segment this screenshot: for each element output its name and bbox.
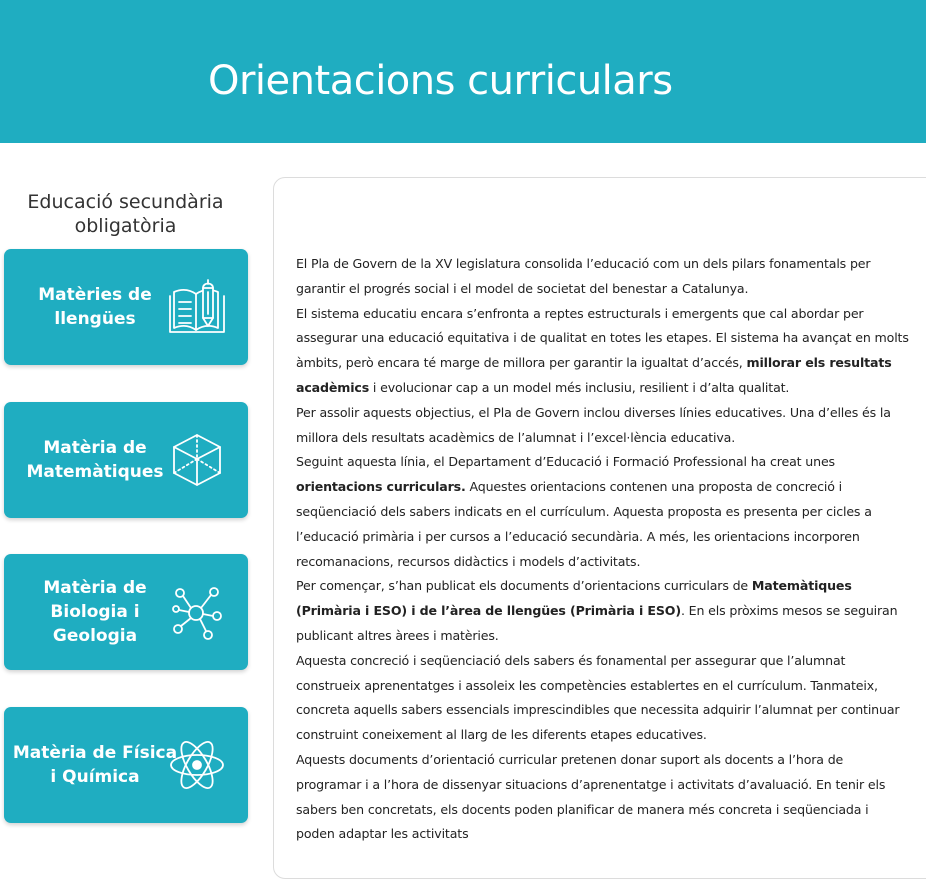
card-materies-llengues[interactable]	[4, 249, 248, 365]
paragraph	[296, 450, 911, 574]
paragraph	[296, 302, 911, 401]
text-span: El sistema educatiu encara s’enfronta a reptes estructurals i emergents que cal abordar per assegurar una educació equitativa i de qualitat en totes les etapes. El sistema ha avançat en molts àmbits, però encara té marge de millora per garantir la igualtat d’accés,	[296, 305, 909, 371]
card-label: Matèria de Física i Química	[12, 743, 178, 787]
card-materia-biologia-geologia[interactable]	[4, 554, 248, 670]
sidebar-title: Educació secundària obligatòria	[27, 191, 224, 237]
paragraph: Per assolir aquests objectius, el Pla de Govern inclou diverses línies educatives. Una d’elles és la millora dels resultats acadèmics de l’alumnat i l’excel·lència educativa.	[296, 404, 891, 445]
text-span: Seguint aquesta línia, el Departament d’Educació i Formació Professional ha creat unes	[296, 454, 835, 470]
text-span: Per començar, s’han publicat els documents d’orientacions curriculars de	[296, 578, 752, 594]
content-text	[296, 252, 911, 847]
card-label: Matèria de Biologia i Geologia	[43, 578, 147, 646]
text-span: i evolucionar cap a un model més inclusiu, resilient i d’alta qualitat.	[369, 379, 790, 395]
card-materia-fisica-quimica[interactable]	[4, 707, 248, 823]
paragraph: Aquests documents d’orientació curricular pretenen donar suport als docents a l’hora de programar i a l’hora de dissenyar situacions d’aprenentatge i activitats d’avaluació. En tenir els sabers ben concretats, els docents poden planificar de manera més concreta i seqüenciada i poden adaptar les activitats	[296, 751, 886, 842]
page-title: Orientacions curriculars	[208, 58, 673, 104]
card-materia-matematiques[interactable]	[4, 402, 248, 518]
book-pencil-icon	[168, 278, 226, 336]
text-bold: millorar els resultats acadèmics	[296, 355, 892, 395]
card-label: Matèries de llengües	[38, 285, 152, 329]
page-header	[0, 0, 926, 143]
paragraph: El Pla de Govern de la XV legislatura consolida l’educació com un dels pilars fonamentals per garantir el progrés social i el model de societat del benestar a Catalunya.	[296, 256, 871, 296]
text-span: Aquestes orientacions contenen una proposta de concreció i seqüenciació dels sabers indicats en el currículum. Aquesta proposta es presenta per cicles a l’educació primària i per cursos a l’educació secundària. A més, les orientacions incorporen recomanacions, recursos didàctics i models d’activitats.	[296, 479, 872, 569]
paragraph: Aquesta concreció i seqüenciació dels sabers és fonamental per assegurar que l’alumnat construeix aprenentatges i assoleix les competències establertes en el currículum. Tanmateix, concreta aquells sabers essencials imprescindibles que necessita adquirir l’alumnat per continuar construint coneixement al llarg de les diferents etapes educatives.	[296, 652, 900, 743]
text-bold: Matemàtiques (Primària i ESO) i de l’àrea de llengües (Primària i ESO)	[296, 578, 852, 619]
paragraph	[296, 574, 911, 648]
text-bold: orientacions curriculars.	[296, 479, 466, 495]
cube-icon	[168, 431, 226, 489]
card-label: Matèria de Matemàtiques	[26, 438, 164, 482]
text-span: . En els pròxims mesos se seguiran publicant altres àrees i matèries.	[296, 603, 898, 643]
molecule-icon	[168, 583, 226, 641]
atom-icon	[168, 736, 226, 794]
